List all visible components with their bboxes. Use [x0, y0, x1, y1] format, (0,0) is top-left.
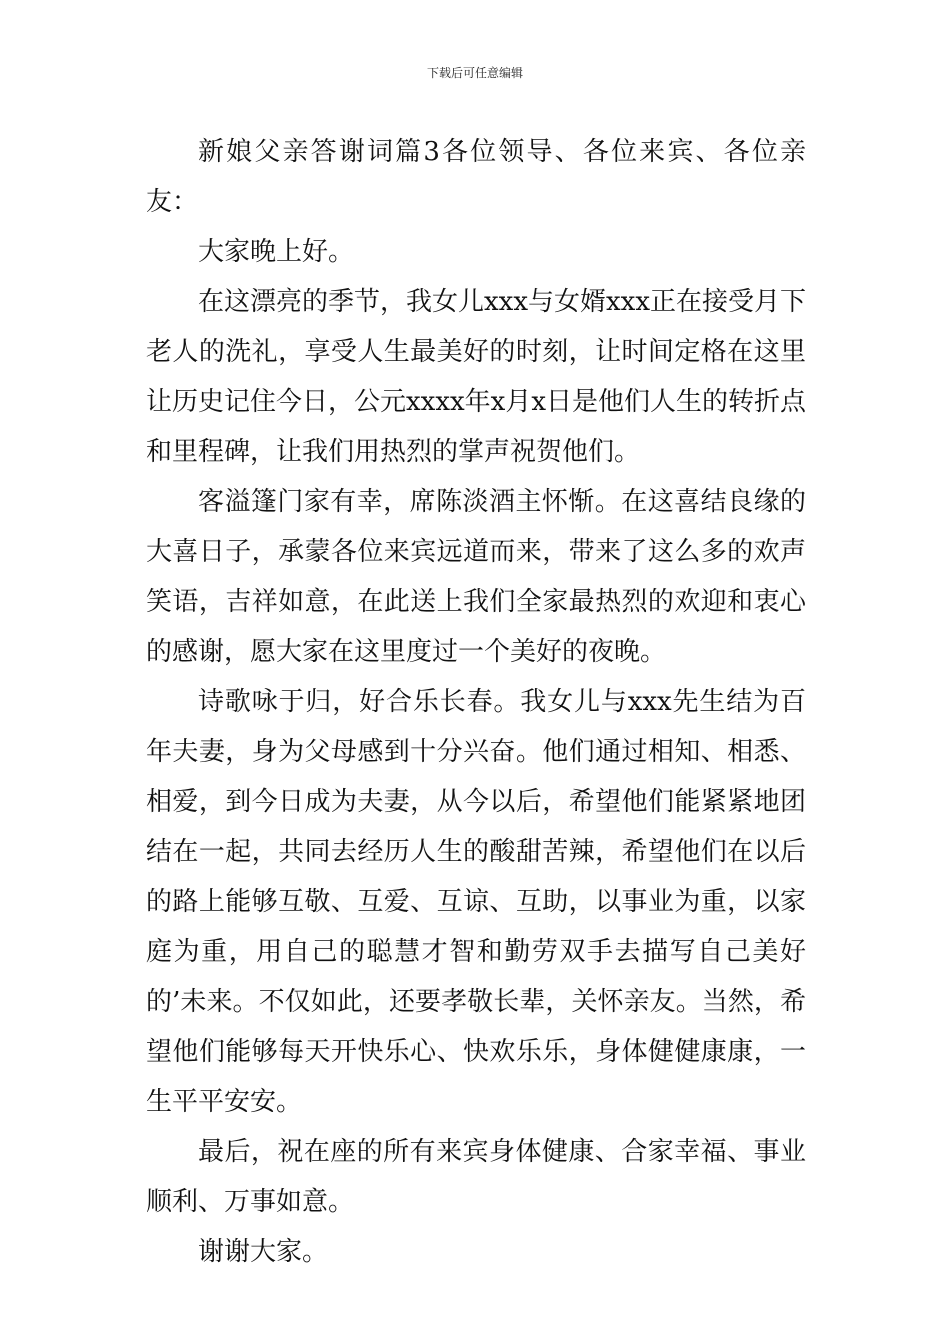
paragraph-wishes: 诗歌咏于归，好合乐长春。我女儿与xxx先生结为百年夫妻，身为父母感到十分兴奋。他们通过相知、相悉、相爱，到今日成为夫妻，从今以后，希望他们能紧紧地团结在一起，共同去经历人生的酸甜苦辣，希望他们在以后的路上能够互敬、互爱、互谅、互助，以事业为重，以家庭为重，用自己的聪慧才智和勤劳双手去描写自己美好的’未来。不仅如此，还要孝敬长辈，关怀亲友。当然，希望他们能够每天开快乐心、快欢乐乐，身体健健康康，一生平平安安。: [146, 687, 806, 1117]
paragraph-thanks: 谢谢大家。: [198, 1237, 329, 1267]
paragraph-welcome: 客溢篷门家有幸，席陈淡酒主怀惭。在这喜结良缘的大喜日子，承蒙各位来宾远道而来，带来了这么多的欢声笑语，吉祥如意，在此送上我们全家最热烈的欢迎和衷心的感谢，愿大家在这里度过一个美好的夜晚。: [146, 487, 806, 667]
page-header: 下载后可任意编辑: [426, 66, 523, 80]
paragraph-greeting-title: 新娘父亲答谢词篇3各位领导、各位来宾、各位亲友：: [146, 137, 806, 217]
paragraph-closing-blessing: 最后，祝在座的所有来宾身体健康、合家幸福、事业顺利、万事如意。: [146, 1137, 806, 1217]
paragraph-season: 在这漂亮的季节，我女儿xxx与女婿xxx正在接受月下老人的洗礼，享受人生最美好的时刻，让时间定格在这里让历史记住今日，公元xxxx年x月x日是他们人生的转折点和里程碑，让我们用热烈的掌声祝贺他们。: [146, 287, 806, 467]
document-body: [146, 127, 806, 1277]
paragraph-good-evening: 大家晚上好。: [198, 237, 355, 267]
